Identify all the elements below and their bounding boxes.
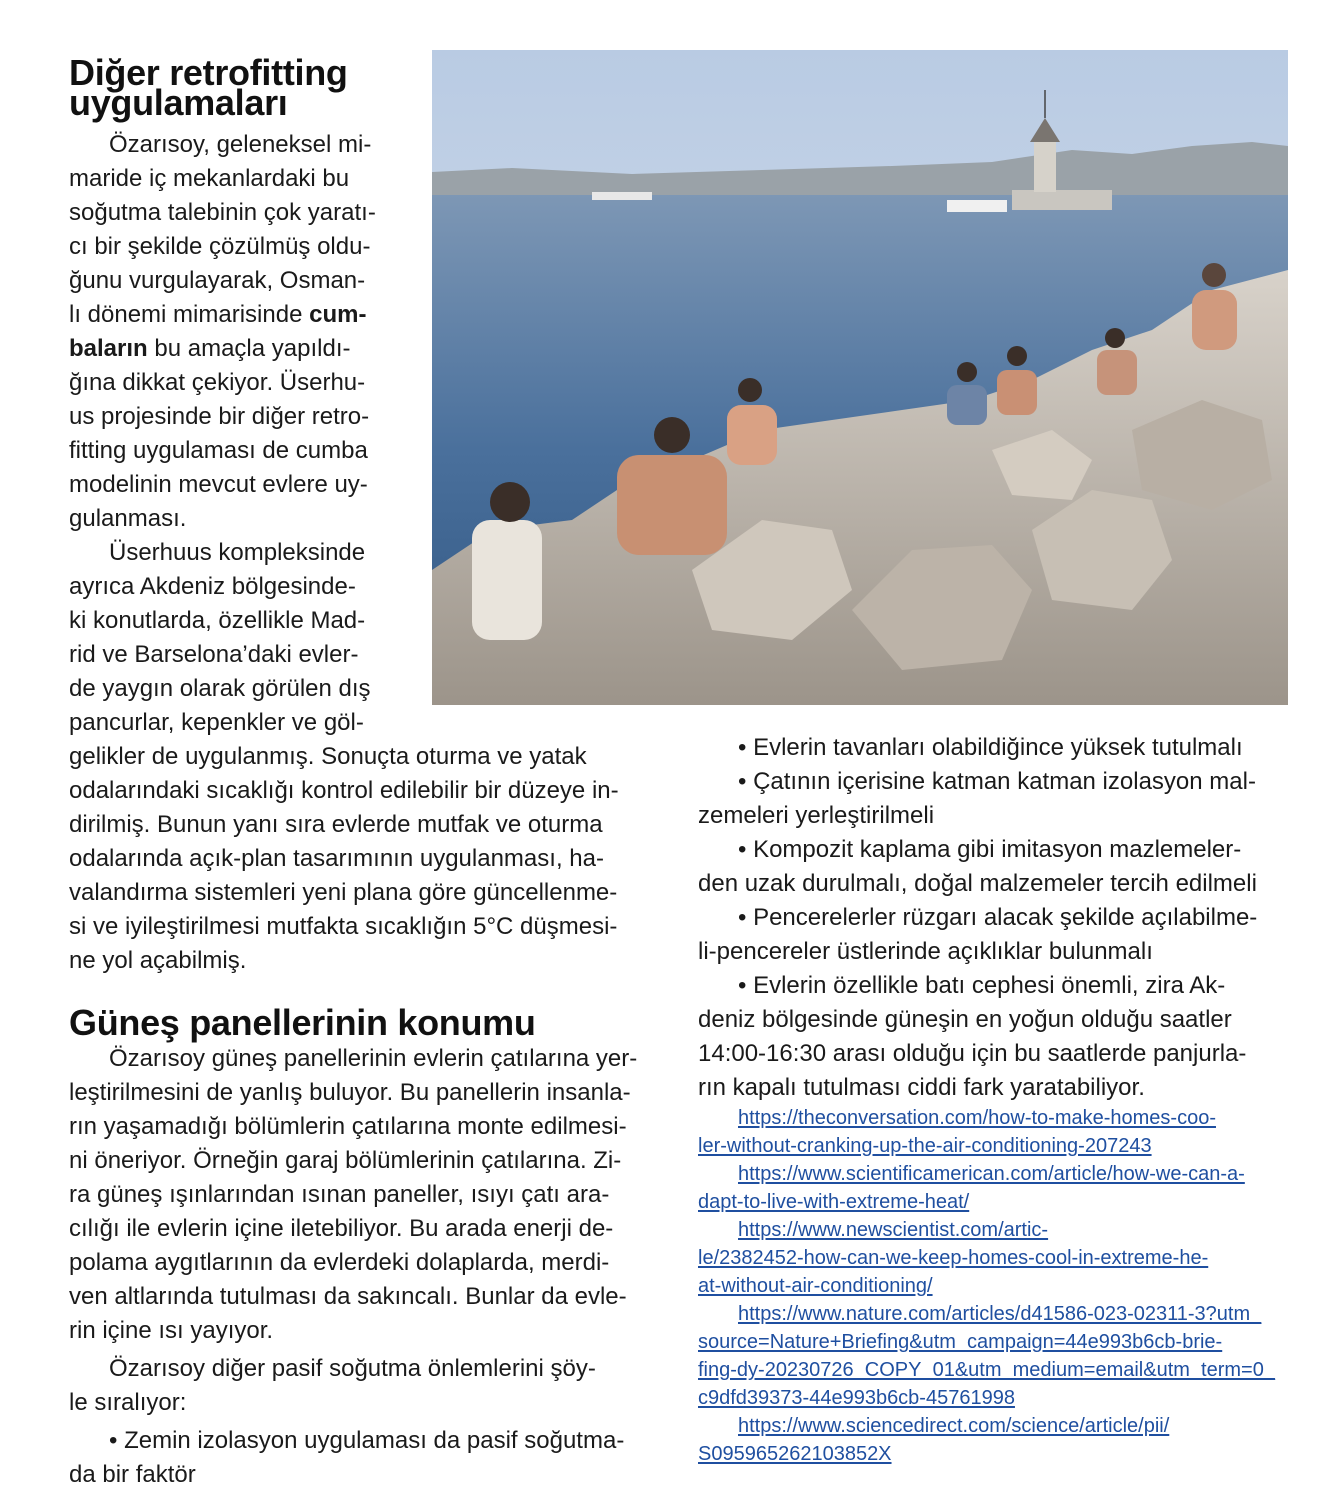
bullet-line: deniz bölgesinde güneşin en yoğun olduğu saatler: [698, 1006, 1232, 1033]
bold-term: baların: [69, 335, 148, 362]
body-line: maride iç mekanlardaki bu: [69, 165, 350, 192]
body-line: ra güneş ışınlarından ısınan paneller, ısıyı çatı ara-: [69, 1181, 610, 1208]
body-line: le sıralıyor:: [69, 1389, 187, 1416]
body-text: bu amaçla yapıldı-: [154, 335, 351, 362]
body-line: ğunu vurgulayarak, Osman-: [69, 267, 366, 294]
bullet-line: rın kapalı tutulması ciddi fark yaratabiliyor.: [698, 1074, 1145, 1101]
body-line: ayrıca Akdeniz bölgesinde-: [69, 573, 356, 600]
bullet-line: • Evlerin özellikle batı cephesi önemli, zira Ak-: [738, 972, 1226, 999]
body-line: rid ve Barselona’daki evler-: [69, 641, 359, 668]
body-line: ven altlarında tutulması da sakıncalı. Bunlar da evle-: [69, 1283, 627, 1310]
reference-link[interactable]: https://theconversation.com/how-to-make-homes-coo-: [738, 1107, 1216, 1129]
body-text: lı dönemi mimarisinde: [69, 301, 310, 328]
bullet-line: den uzak durulmalı, doğal malzemeler tercih edilmeli: [698, 870, 1257, 897]
body-line: rın yaşamadığı bölümlerin çatılarına monte edilmesi-: [69, 1113, 627, 1140]
body-line: ğına dikkat çekiyor. Üserhu-: [69, 369, 366, 396]
body-line: Özarısoy güneş panellerinin evlerin çatılarına yer-: [109, 1045, 638, 1072]
bullet-line: • Kompozit kaplama gibi imitasyon mazlemeler-: [738, 836, 1242, 863]
body-line: ne yol açabilmiş.: [69, 947, 247, 974]
body-line: ni öneriyor. Örneğin garaj bölümlerinin çatılarına. Zi-: [69, 1147, 622, 1174]
body-line: gelikler de uygulanmış. Sonuçta oturma ve yatak: [69, 743, 587, 770]
heading-line: Diğer retrofitting: [69, 52, 348, 93]
bullet-line: li-pencereler üstlerinde açıklıklar bulunmalı: [698, 938, 1153, 965]
reference-link[interactable]: fing-dy-20230726_COPY_01&utm_medium=email&utm_term=0_: [698, 1359, 1275, 1381]
bullet-line: 14:00-16:30 arası olduğu için bu saatlerde panjurla-: [698, 1040, 1247, 1067]
body-line: Özarısoy, geleneksel mi-: [109, 131, 372, 158]
body-line: • Zemin izolasyon uygulaması da pasif soğutma-: [109, 1427, 625, 1454]
section-heading-solar-panels: Güneş panellerinin konumu: [69, 1002, 536, 1043]
reference-link[interactable]: at-without-air-conditioning/: [698, 1275, 933, 1297]
bullet-line: • Çatının içerisine katman katman izolasyon mal-: [738, 768, 1256, 795]
body-line: cılığı ile evlerin içine iletebiliyor. Bu arada enerji de-: [69, 1215, 614, 1242]
body-line: de yaygın olarak görülen dış: [69, 675, 371, 702]
reference-link[interactable]: https://www.scientificamerican.com/article/how-we-can-a-: [738, 1163, 1245, 1185]
body-line: modelinin mevcut evlere uy-: [69, 471, 368, 498]
body-line: polama aygıtlarının da evlerdeki dolaplarda, merdi-: [69, 1249, 610, 1276]
body-line: pancurlar, kepenkler ve göl-: [69, 709, 364, 736]
body-line: cı bir şekilde çözülmüş oldu-: [69, 233, 371, 260]
reference-link[interactable]: source=Nature+Briefing&utm_campaign=44e993b6cb-brie-: [698, 1331, 1223, 1353]
body-line: Özarısoy diğer pasif soğutma önlemlerini şöy-: [109, 1355, 596, 1382]
body-line: dirilmiş. Bunun yanı sıra evlerde mutfak ve oturma: [69, 811, 603, 838]
reference-link[interactable]: le/2382452-how-can-we-keep-homes-cool-in-extreme-he-: [698, 1247, 1209, 1269]
body-line: leştirilmesini de yanlış buluyor. Bu panellerin insanla-: [69, 1079, 631, 1106]
body-line: [69, 298, 366, 332]
body-line: soğutma talebinin çok yaratı-: [69, 199, 376, 226]
bullet-line: zemeleri yerleştirilmeli: [698, 802, 935, 829]
bullet-line: • Evlerin tavanları olabildiğince yüksek tutulmalı: [738, 734, 1243, 761]
article-photo: [432, 50, 1288, 705]
body-line: odalarındaki sıcaklığı kontrol edilebilir bir düzeye in-: [69, 777, 619, 804]
reference-link[interactable]: ler-without-cranking-up-the-air-conditioning-207243: [698, 1135, 1152, 1157]
reference-link[interactable]: https://www.sciencedirect.com/science/article/pii/: [738, 1415, 1170, 1437]
body-line: si ve iyileştirilmesi mutfakta sıcaklığın 5°C düşmesi-: [69, 913, 618, 940]
body-line: valandırma sistemleri yeni plana göre güncellenme-: [69, 879, 618, 906]
body-line: us projesinde bir diğer retro-: [69, 403, 370, 430]
body-line: ki konutlarda, özellikle Mad-: [69, 607, 366, 634]
body-line: fitting uygulaması de cumba: [69, 437, 368, 464]
reference-link[interactable]: https://www.newscientist.com/artic-: [738, 1219, 1049, 1241]
body-line: [69, 332, 350, 366]
section-heading-retrofitting: [69, 52, 348, 123]
reference-link[interactable]: https://www.nature.com/articles/d41586-023-02311-3?utm_: [738, 1303, 1262, 1325]
body-line: gulanması.: [69, 505, 187, 532]
bold-term: cum-: [309, 301, 367, 328]
body-line: da bir faktör: [69, 1461, 196, 1488]
reference-link[interactable]: c9dfd39373-44e993b6cb-45761998: [698, 1387, 1015, 1409]
bullet-line: • Pencerelerler rüzgarı alacak şekilde açılabilme-: [738, 904, 1258, 931]
body-line: odalarında açık-plan tasarımının uygulanması, ha-: [69, 845, 604, 872]
reference-link[interactable]: S095965262103852X: [698, 1443, 892, 1465]
reference-link[interactable]: dapt-to-live-with-extreme-heat/: [698, 1191, 970, 1213]
body-line: Üserhuus kompleksinde: [109, 539, 366, 566]
heading-line: uygulamaları: [69, 82, 288, 123]
body-line: rin içine ısı yayıyor.: [69, 1317, 274, 1344]
